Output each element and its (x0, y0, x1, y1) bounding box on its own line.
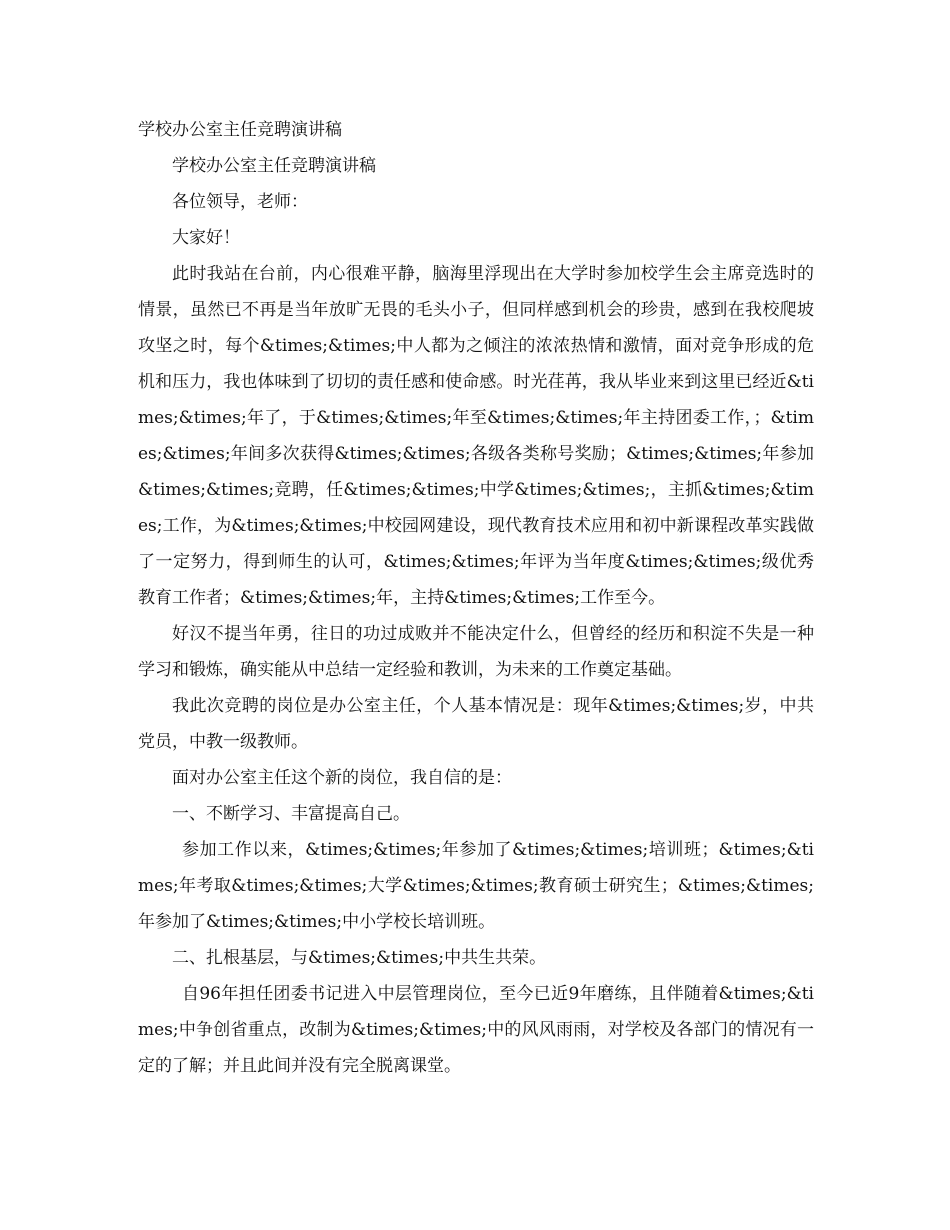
section-heading-1: 一、不断学习、丰富提高自己。 (172, 804, 410, 824)
greeting: 大家好！ (172, 228, 240, 248)
paragraph-position: 我此次竞聘的岗位是办公室主任，个人基本情况是：现年&times;&times;岁，中共党员，中教一级教师。 (138, 696, 814, 752)
paragraph-training: 参加工作以来，&times;&times;年参加了&times;&times;培训班；&times;&times;年考取&times;&times;大学&times;&times;教育硕士研究生；&times;&times;年参加了&times;&times;中小学校长培训班。 (138, 840, 814, 932)
salutation: 各位领导，老师： (172, 192, 308, 212)
document-page (138, 112, 814, 1084)
paragraph-experience: 自96年担任团委书记进入中层管理岗位，至今已近9年磨练，且伴随着&times;&times;中争创省重点，改制为&times;&times;中的风风雨雨，对学校及各部门的情况有一定的了解；并且此间并没有完全脱离课堂。 (138, 984, 814, 1076)
document-title: 学校办公室主任竞聘演讲稿 (138, 120, 342, 140)
section-heading-2: 二、扎根基层，与&times;&times;中共生共荣。 (172, 948, 547, 968)
paragraph-confidence: 面对办公室主任这个新的岗位，我自信的是： (172, 768, 512, 788)
paragraph-reflection: 好汉不提当年勇，往日的功过成败并不能决定什么，但曾经的经历和积淀不失是一种学习和锻炼，确实能从中总结一定经验和教训，为未来的工作奠定基础。 (138, 624, 814, 680)
speech-title: 学校办公室主任竞聘演讲稿 (172, 156, 376, 176)
paragraph-intro: 此时我站在台前，内心很难平静，脑海里浮现出在大学时参加校学生会主席竞选时的情景，虽然已不再是当年放旷无畏的毛头小子，但同样感到机会的珍贵，感到在我校爬坡攻坚之时，每个&times;&times;中人都为之倾注的浓浓热情和激情，面对竞争形成的危机和压力，我也体味到了切切的责任感和使命感。时光荏苒，我从毕业来到这里已经近&times;&times;年了，于&times;&times;年至&times;&times;年主持团委工作，；&times;&times;年间多次获得&times;&times;各级各类称号奖励；&times;&times;年参加&times;&times;竞聘，任&times;&times;中学&times;&times;，主抓&times;&times;工作，为&times;&times;中校园网建设，现代教育技术应用和初中新课程改革实践做了一定努力，得到师生的认可，&times;&times;年评为当年度&times;&times;级优秀教育工作者；&times;&times;年，主持&times;&times;工作至今。 (138, 264, 814, 608)
